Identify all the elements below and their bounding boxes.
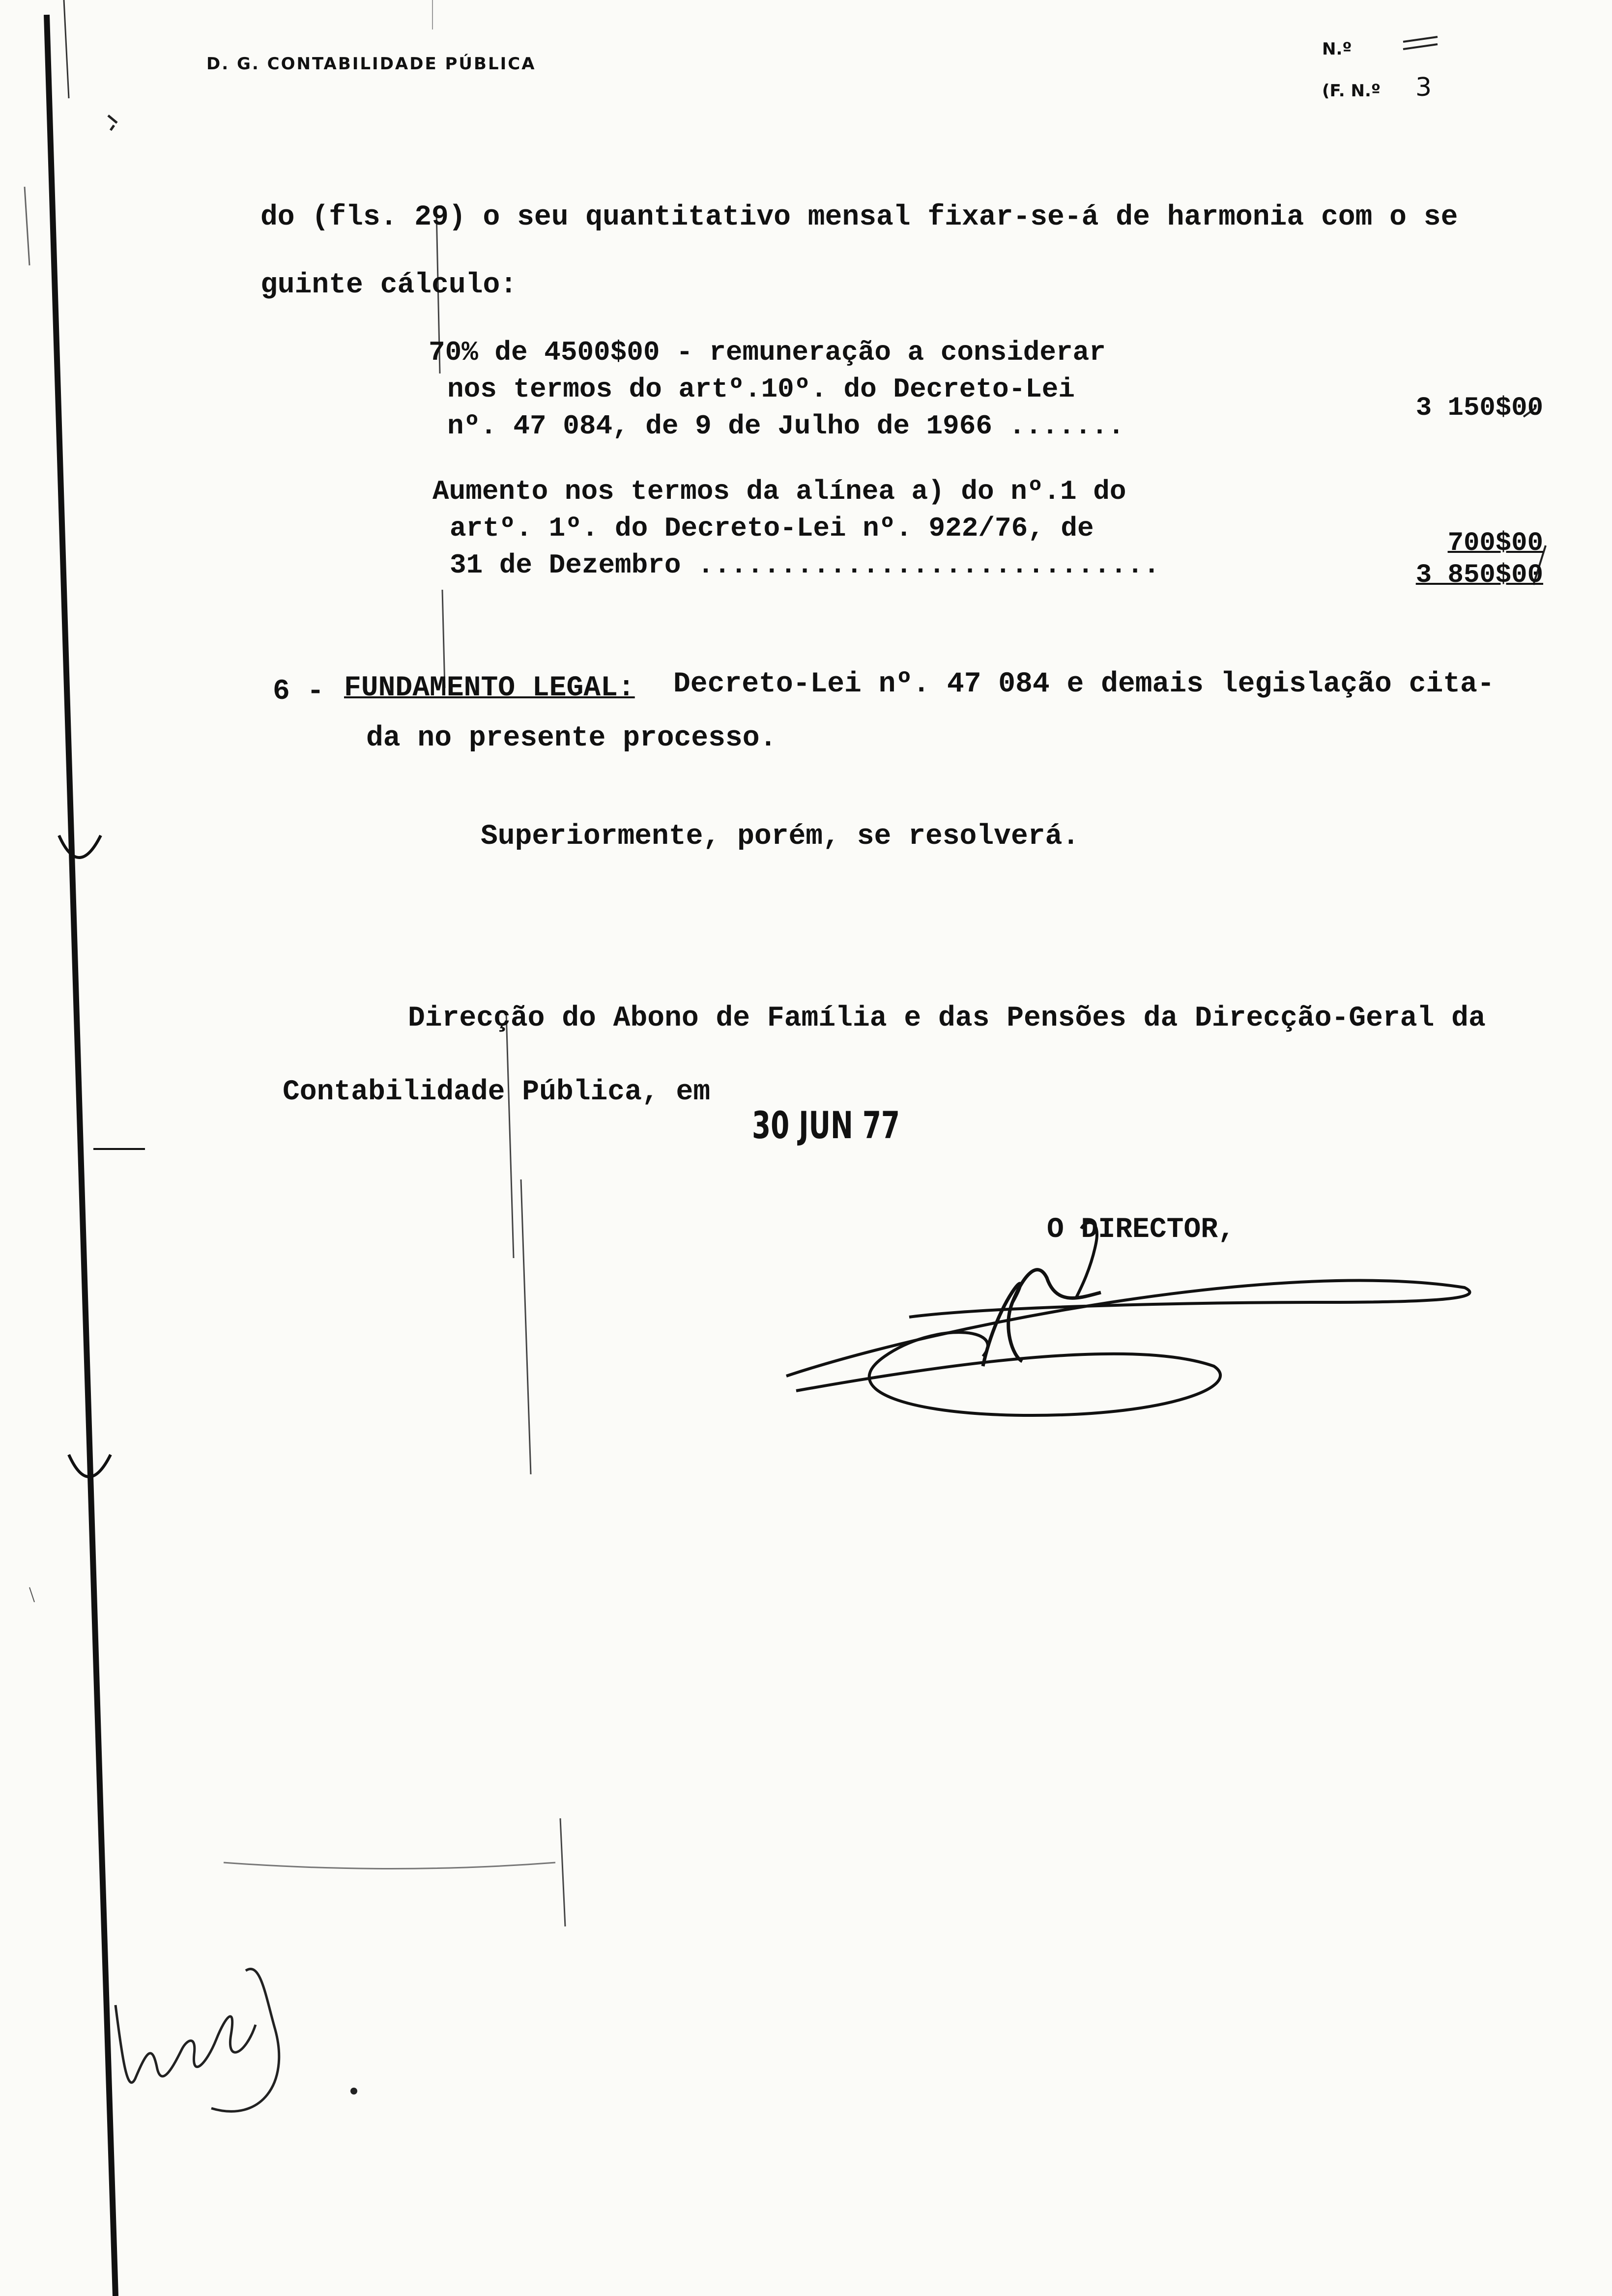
calc-item-2-amount: 700$00 — [1447, 528, 1543, 558]
office-line-1: Direcção do Abono de Família e das Pensões da Direcção-Geral da — [408, 1003, 1486, 1034]
calc-item-2-line-3: 31 de Dezembro ............................ — [450, 549, 1160, 581]
intro-line-2: guinte cálculo: — [260, 269, 518, 301]
calc-item-2-line-1: Aumento nos termos da alínea a) do nº.1 do — [432, 476, 1126, 507]
closing-line: Superiormente, porém, se resolverá. — [481, 821, 1080, 853]
signatory-title: O DIRECTOR, — [1047, 1214, 1235, 1246]
section-6-title: FUNDAMENTO LEGAL: — [344, 672, 635, 704]
calc-item-1-line-1: 70% de 4500$00 - remuneração a considerar — [429, 337, 1106, 368]
intro-line-1: do (fls. 29) o seu quantitativo mensal fixar-se-á de harmonia com o se — [260, 201, 1458, 233]
date-stamp: 30 JUN 77 — [752, 1103, 900, 1147]
calc-item-1-line-2: nos termos do artº.10º. do Decreto-Lei — [447, 373, 1075, 405]
section-6-line-2: da no presente processo. — [366, 722, 777, 754]
folio-label: (F. N.º — [1322, 81, 1381, 101]
office-line-2: Contabilidade Pública, em — [283, 1076, 711, 1108]
calc-item-1-amount: 3 150$00 — [1415, 393, 1543, 423]
section-6-line-1: Decreto-Lei nº. 47 084 e demais legislação cita- — [673, 668, 1495, 700]
department-header: D. G. CONTABILIDADE PÚBLICA — [206, 54, 536, 74]
doc-number-label: N.º — [1322, 39, 1352, 59]
calc-total: 3 850$00 — [1415, 560, 1543, 590]
folio-number: 3 — [1415, 73, 1432, 102]
section-6-number: 6 - — [273, 676, 324, 708]
calc-item-2-line-2: artº. 1º. do Decreto-Lei nº. 922/76, de — [450, 513, 1094, 544]
calc-item-1-line-3: nº. 47 084, de 9 de Julho de 1966 ....... — [447, 410, 1124, 442]
